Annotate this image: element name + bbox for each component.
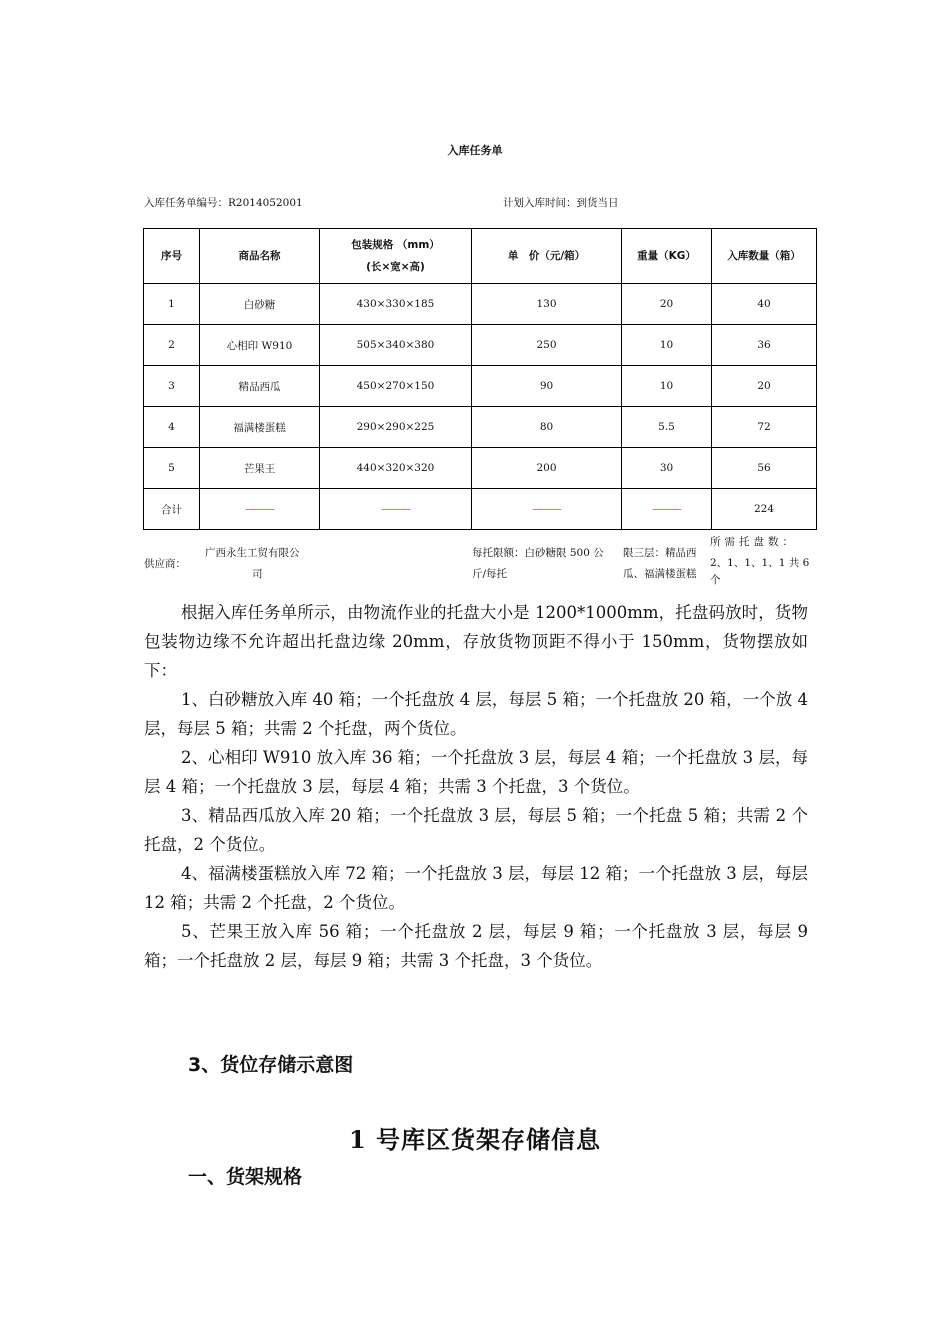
cell-name: 白砂糖 — [200, 284, 320, 325]
paragraph-item: 1、白砂糖放入库 40 箱；一个托盘放 4 层，每层 5 箱；一个托盘放 20 箱，一个放 4 层，每层 5 箱；共需 2 个托盘，两个货位。 — [144, 690, 808, 738]
cell-name: 心相印 W910 — [200, 325, 320, 366]
table-row — [144, 407, 817, 448]
cell-name: 精品西瓜 — [200, 366, 320, 407]
layer-limit-note — [623, 543, 713, 585]
total-dash: ——— — [200, 489, 320, 530]
header-no: 序号 — [144, 229, 200, 284]
header-weight: 重量（KG） — [622, 229, 712, 284]
header-name: 商品名称 — [200, 229, 320, 284]
cell-spec: 440×320×320 — [320, 448, 472, 489]
pallet-line1: 所需托盘数： — [710, 536, 797, 548]
layer-line1: 限三层：精品西 — [623, 547, 697, 559]
total-dash: ——— — [472, 489, 622, 530]
cell-no: 2 — [144, 325, 200, 366]
limit-line1: 每托限额：白砂糖限 500 公 — [472, 547, 604, 559]
header-qty: 入库数量（箱） — [712, 229, 817, 284]
pallet-line2: 2、1、1、1、1 共 6 — [710, 557, 810, 569]
cell-weight: 20 — [622, 284, 712, 325]
total-dash: ——— — [320, 489, 472, 530]
total-dash: ——— — [622, 489, 712, 530]
inbound-task-table — [143, 228, 817, 530]
cell-weight: 10 — [622, 366, 712, 407]
supplier-name — [205, 543, 335, 585]
cell-spec: 290×290×225 — [320, 407, 472, 448]
total-qty: 224 — [712, 489, 817, 530]
document-title: 入库任务单 — [447, 144, 503, 157]
cell-name: 福满楼蛋糕 — [200, 407, 320, 448]
cell-price: 130 — [472, 284, 622, 325]
cell-weight: 30 — [622, 448, 712, 489]
supplier-label: 供应商： — [144, 558, 186, 570]
body-text — [144, 598, 808, 975]
limit-line2: 斤/每托 — [472, 568, 508, 580]
header-spec-line1: 包装规格 （mm） — [351, 239, 440, 251]
cell-spec: 450×270×150 — [320, 366, 472, 407]
subheading: 一、货架规格 — [188, 1166, 303, 1188]
cell-qty: 20 — [712, 366, 817, 407]
planned-inbound-time: 计划入库时间：到货当日 — [503, 197, 619, 209]
cell-price: 200 — [472, 448, 622, 489]
cell-spec: 430×330×185 — [320, 284, 472, 325]
cell-qty: 56 — [712, 448, 817, 489]
header-spec-line2: (长×宽×高) — [366, 261, 425, 273]
cell-weight: 10 — [622, 325, 712, 366]
cell-qty: 36 — [712, 325, 817, 366]
pallet-count-note — [710, 532, 820, 586]
order-number: 入库任务单编号：R2014052001 — [144, 197, 303, 209]
layer-line2: 瓜、福满楼蛋糕 — [623, 568, 697, 580]
paragraph-intro: 根据入库任务单所示，由物流作业的托盘大小是 1200*1000mm，托盘码放时，货物包装物边缘不允许超出托盘边缘 20mm，存放货物顶距不得小于 150mm，货物摆放如下： — [144, 603, 808, 680]
section-heading: 3、货位存储示意图 — [188, 1054, 354, 1076]
header-spec — [320, 229, 472, 284]
pallet-line3: 个 — [710, 574, 721, 586]
cell-qty: 72 — [712, 407, 817, 448]
header-price: 单 价（元/箱） — [472, 229, 622, 284]
table-row — [144, 284, 817, 325]
table-header-row — [144, 229, 817, 284]
cell-price: 90 — [472, 366, 622, 407]
total-row — [144, 489, 817, 530]
table-row — [144, 325, 817, 366]
table-row — [144, 366, 817, 407]
cell-spec: 505×340×380 — [320, 325, 472, 366]
cell-price: 250 — [472, 325, 622, 366]
cell-no: 4 — [144, 407, 200, 448]
zone-title: 1 号库区货架存储信息 — [348, 1125, 602, 1154]
cell-name: 芒果王 — [200, 448, 320, 489]
pallet-limit-note — [472, 543, 622, 585]
supplier-line1: 广西永生工贸有限公 — [205, 547, 300, 559]
cell-no: 1 — [144, 284, 200, 325]
paragraph-item: 5、芒果王放入库 56 箱；一个托盘放 2 层，每层 9 箱；一个托盘放 3 层，每层 9 箱；一个托盘放 2 层，每层 9 箱；共需 3 个托盘，3 个货位。 — [144, 922, 808, 970]
cell-qty: 40 — [712, 284, 817, 325]
cell-weight: 5.5 — [622, 407, 712, 448]
paragraph-item: 3、精品西瓜放入库 20 箱；一个托盘放 3 层，每层 5 箱；一个托盘 5 箱；共需 2 个托盘，2 个货位。 — [144, 806, 808, 854]
cell-no: 5 — [144, 448, 200, 489]
total-label: 合计 — [144, 489, 200, 530]
table-row — [144, 448, 817, 489]
paragraph-item: 2、心相印 W910 放入库 36 箱；一个托盘放 3 层，每层 4 箱；一个托盘放 3 层，每层 4 箱；一个托盘放 3 层，每层 4 箱；共需 3 个托盘，3 个货位。 — [144, 748, 808, 796]
paragraph-item: 4、福满楼蛋糕放入库 72 箱；一个托盘放 3 层，每层 12 箱；一个托盘放 3 层，每层 12 箱；共需 2 个托盘，2 个货位。 — [144, 864, 808, 912]
supplier-line2: 司 — [252, 568, 263, 580]
cell-no: 3 — [144, 366, 200, 407]
cell-price: 80 — [472, 407, 622, 448]
